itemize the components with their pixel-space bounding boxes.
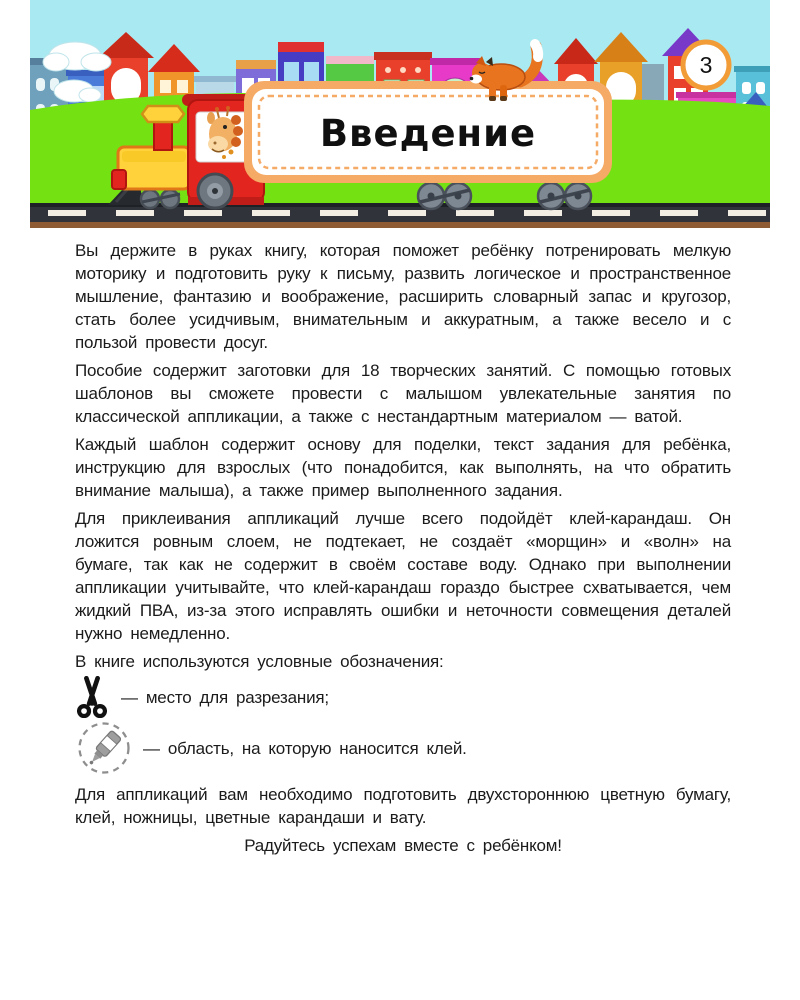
intro-paragraph-1: Вы держите в руках книгу, которая поможет ребёнку потренировать мелкую моторику и подготовить руку к письму, развить логическое и пространственное мышление, фантазию и воображение, расширить словарный запас и кругозор, стать более усидчивым, внимательным и аккуратным, а также весело и с пользой провести досуг.: [75, 241, 731, 352]
legend-item-glue: [75, 720, 731, 776]
road: [30, 203, 770, 228]
intro-paragraph-4: Для приклеивания аппликаций лучше всего подойдёт клей-карандаш. Он ложится ровным слоем, не подтекает, не создаёт «морщин» и «волн» на бумаге, так как не содержит в своём составе воду. Однако при выполнении аппликации учитывайте, что клей-карандаш гораздо быстрее схватывается, чем жидкий ПВА, из-за этого исправлять ошибки и неточности совмещения деталей нужно немедленно.: [75, 509, 731, 643]
materials-paragraph: Для аппликаций вам необходимо подготовить двухстороннюю цветную бумагу, клей, ножницы, цветные карандаши и вату.: [75, 785, 731, 827]
page-number: 3: [699, 52, 713, 78]
scissors-icon: [75, 676, 109, 718]
page-title: Введение: [319, 112, 537, 155]
legend-intro: В книге используются условные обозначения:: [75, 652, 444, 671]
legend-item-cut: [75, 676, 731, 718]
glue-icon: [75, 720, 133, 776]
intro-paragraph-3: Каждый шаблон содержит основу для поделки, текст задания для ребёнка, инструкцию для взрослых (что понадобится, как выполнять, на что обратить внимание малыша), а также пример выполненного задания.: [75, 435, 731, 500]
introduction-text: [75, 239, 731, 862]
closing-line: Радуйтесь успехам вместе с ребёнком!: [244, 836, 562, 855]
intro-paragraph-2: Пособие содержит заготовки для 18 творческих занятий. С помощью готовых шаблонов вы сможете провести с малышом увлекательные занятия по классической аппликации, а также с нестандартным материалом — ватой.: [75, 361, 731, 426]
title-plaque: [244, 81, 612, 183]
legend-cut-label: — место для разрезания;: [121, 687, 329, 707]
page-number-badge: [683, 42, 729, 88]
page-header: [30, 0, 770, 228]
legend-glue-label: — область, на которую наносится клей.: [143, 738, 467, 758]
